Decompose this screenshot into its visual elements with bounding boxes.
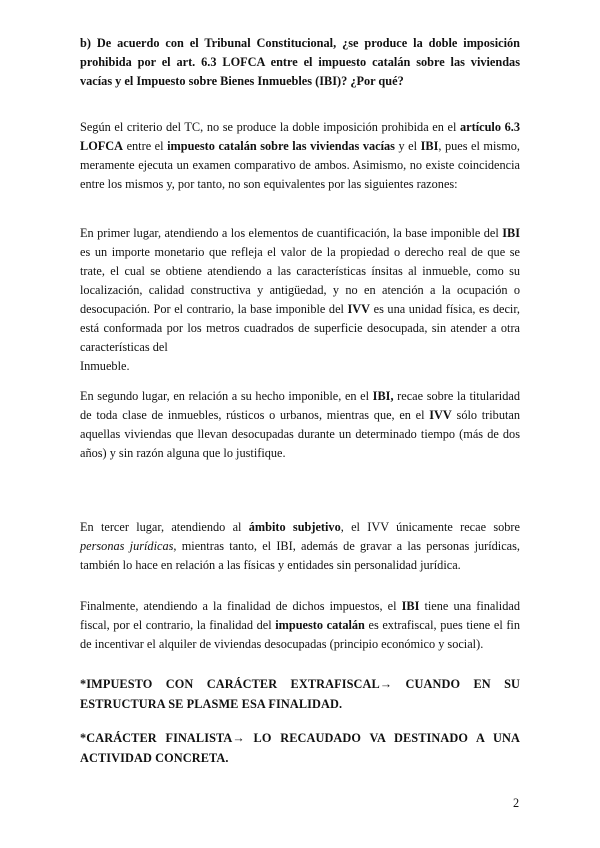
question-text: b) De acuerdo con el Tribunal Constitucional, ¿se produce la doble imposición prohibida por el art. 6.3 LOFCA entre el impuesto catalán sobre las viviendas vacías y el Impuesto sobre Bienes Inmuebles (IBI)? ¿Por qué? [80, 36, 520, 88]
bold-term: IBI [420, 139, 439, 153]
text-run: es una unidad física, es decir, está conformada por los metros cuadrados de superficie desocupada, sin atender a otra características del [80, 302, 520, 354]
paragraph-tc-criterion [80, 118, 520, 194]
bold-term: IVV [429, 408, 452, 422]
text-run: es un importe monetario que refleja el valor de la propiedad o derecho real de que se trate, el cual se obtiene atendiendo a las características ínsitas al inmueble, como su localización, calidad constructiva y antigüedad, y no en atención a la ocupación o desocupación. Por el contrario, la base imponible del [80, 245, 520, 316]
bold-term: ámbito subjetivo [248, 520, 341, 534]
note-finalista: *CARÁCTER FINALISTA→ LO RECAUDADO VA DESTINADO A UNA ACTIVIDAD CONCRETA. [80, 731, 520, 765]
text-run: , pues el mismo, meramente ejecuta un examen comparativo de ambos. Asimismo, no existe coincidencia entre los mismos y, por tanto, no son equivalentes por las siguientes razones: [80, 139, 520, 191]
bold-term: IBI, [372, 389, 394, 403]
bold-term: impuesto catalán [275, 618, 365, 632]
text-run: es extrafiscal, pues tiene el fin de incentivar el alquiler de viviendas desocupadas (principio económico y social). [80, 618, 520, 651]
paragraph-second-reason [80, 387, 520, 463]
text-run: , mientras tanto, el IBI, además de gravar a las personas jurídicas, también lo hace en relación a las físicas y entidades sin personalidad jurídica. [80, 539, 520, 572]
bold-term: IBI [502, 226, 520, 240]
paragraph-final-reason [80, 597, 520, 654]
text-run: tiene una finalidad fiscal, por el contrario, la finalidad del [80, 599, 520, 632]
bold-term: impuesto catalán sobre las viviendas vacías [167, 139, 395, 153]
bold-term: IBI [401, 599, 420, 613]
text-run: sólo tributan aquellas viviendas que llevan desocupadas durante un determinado tiempo (más de dos años) y sin razón alguna que lo justifique. [80, 408, 520, 460]
document-page [80, 0, 520, 848]
text-run: Finalmente, atendiendo a la finalidad de dichos impuestos, el [80, 599, 402, 613]
text-run: Inmueble. [80, 359, 130, 373]
text-run: , el IVV únicamente recae sobre [340, 520, 520, 534]
italic-term: personas jurídicas [80, 539, 174, 553]
text-run: recae sobre la titularidad de toda clase de inmuebles, rústicos o urbanos, mientras que, en el [80, 389, 520, 422]
text-run: En segundo lugar, en relación a su hecho imponible, en el [80, 389, 373, 403]
text-run: En primer lugar, atendiendo a los elementos de cuantificación, la base imponible del [80, 226, 503, 240]
page-number: 2 [513, 796, 520, 810]
note-extrafiscal: *IMPUESTO CON CARÁCTER EXTRAFISCAL→ CUANDO EN SU ESTRUCTURA SE PLASME ESA FINALIDAD. [80, 677, 520, 711]
text-run: y el [394, 139, 421, 153]
paragraph-third-reason [80, 518, 520, 575]
text-run: En tercer lugar, atendiendo al [80, 520, 249, 534]
bold-term: IVV [347, 302, 371, 316]
text-run: Según el criterio del TC, no se produce la doble imposición prohibida en el [80, 120, 461, 134]
question-heading [80, 34, 520, 91]
paragraph-first-reason [80, 224, 520, 376]
bold-term: artículo 6.3 LOFCA [80, 120, 520, 153]
text-run: entre el [123, 139, 168, 153]
